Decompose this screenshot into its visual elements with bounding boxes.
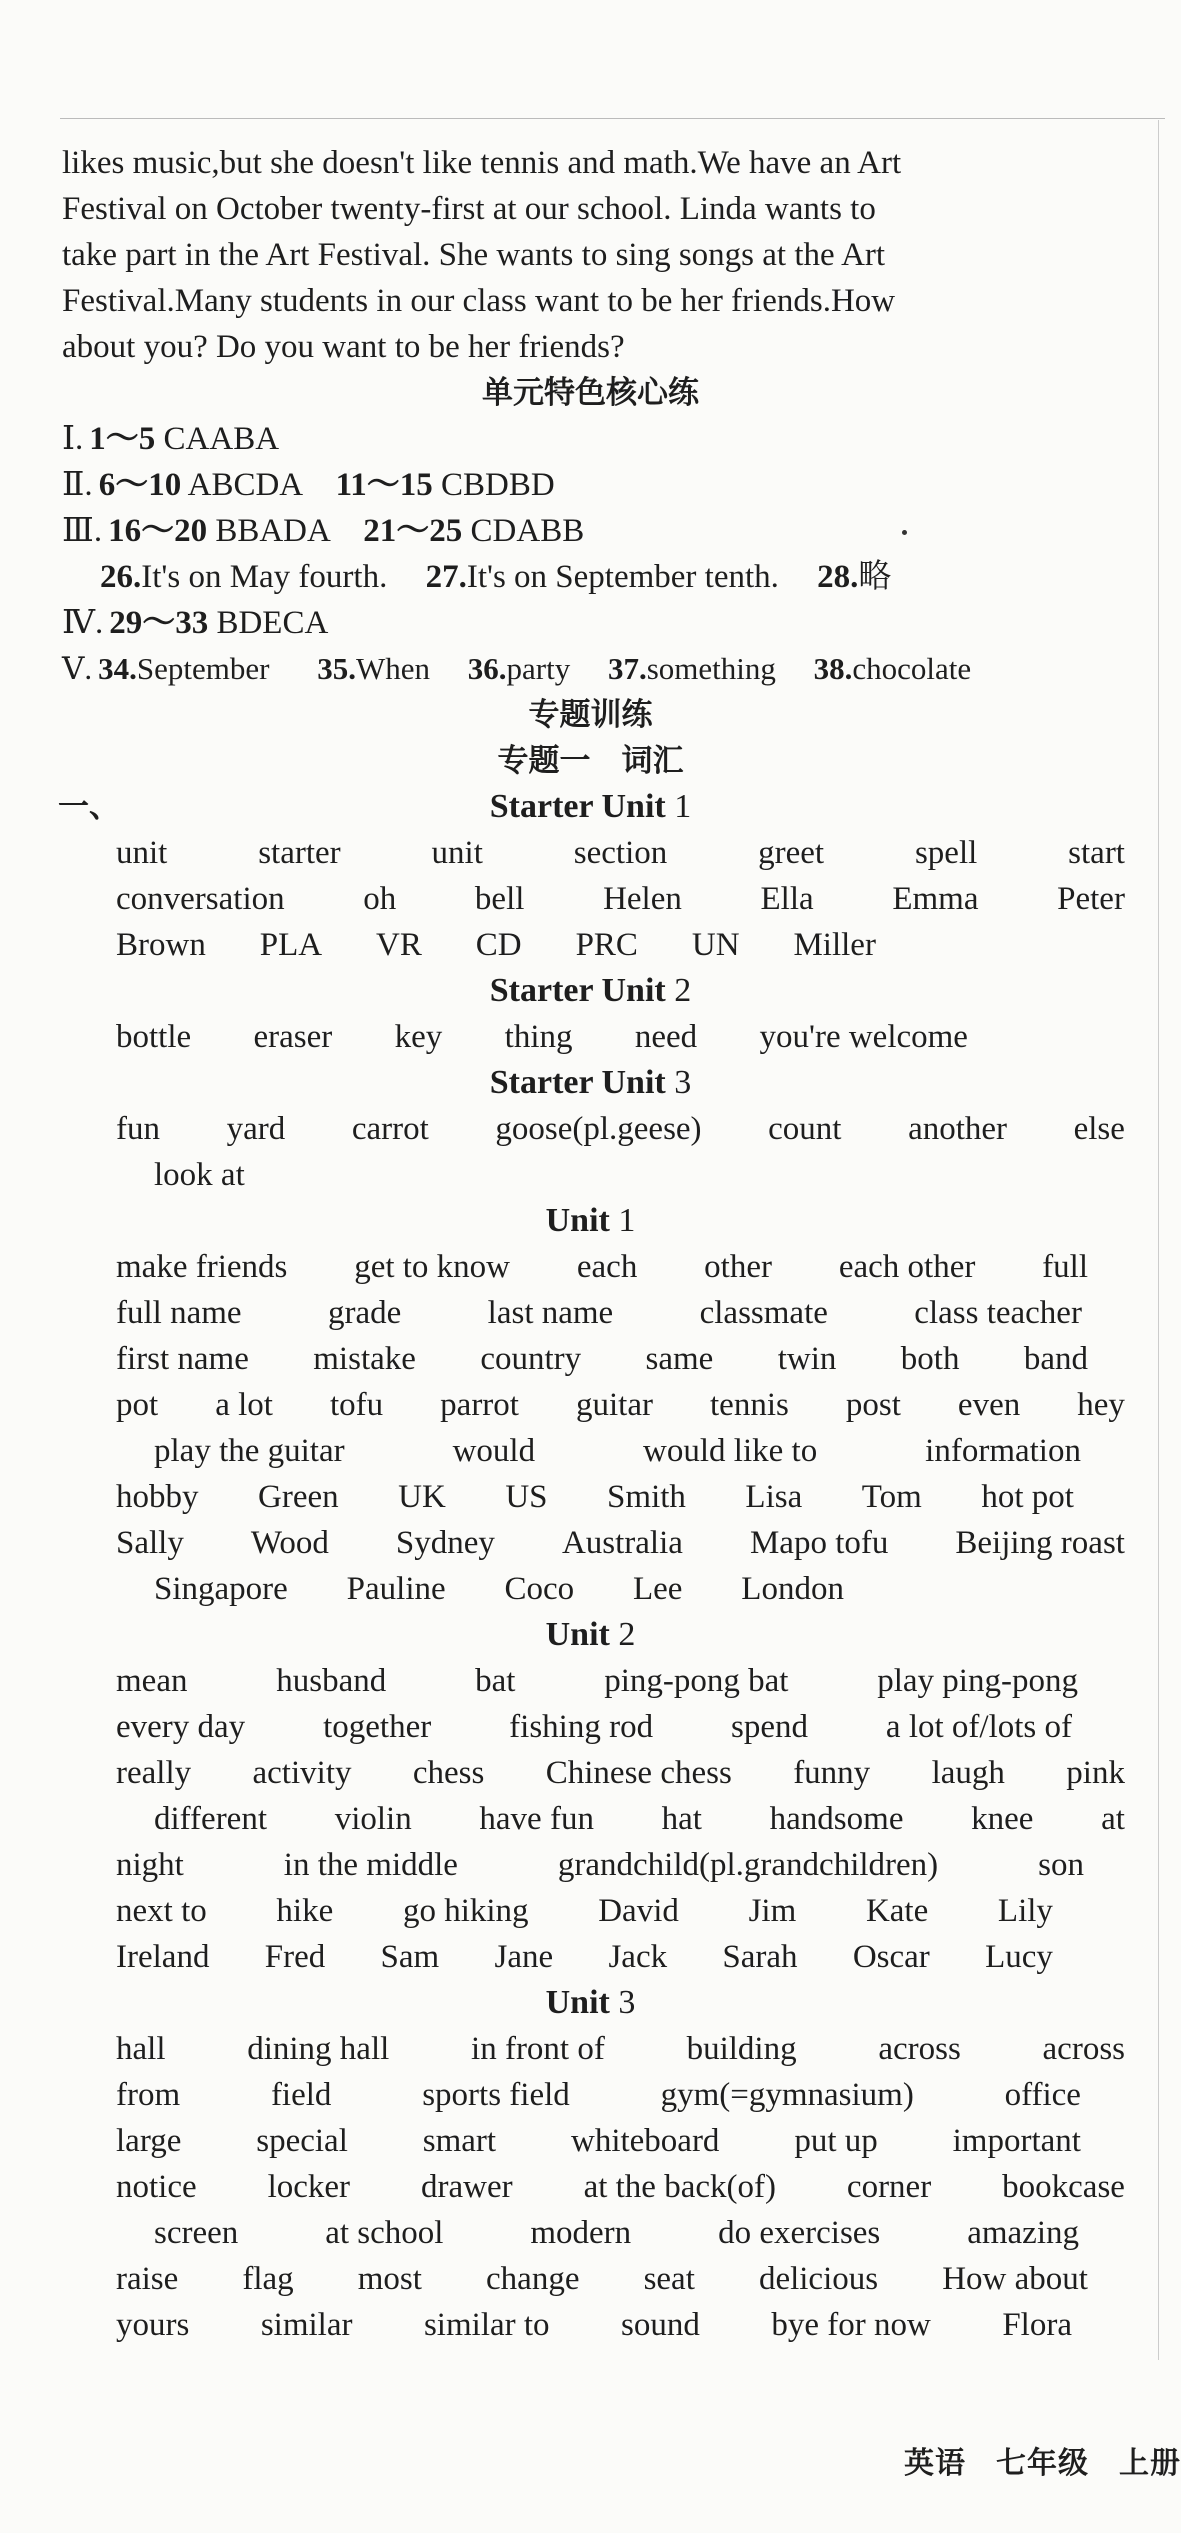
vocab-word: knee	[971, 1801, 1034, 1837]
vocab-word: band	[1023, 1341, 1088, 1377]
vocab-word: Sally	[116, 1525, 184, 1561]
answer-letters: CAABA	[163, 421, 280, 457]
vocab-word: chess	[412, 1755, 485, 1791]
question-number: 35.	[317, 651, 356, 686]
answer-word: something	[646, 651, 776, 686]
vocab-word: Chinese chess	[545, 1755, 732, 1791]
vocab-word: flag	[242, 2261, 294, 2297]
vocab-word: Jim	[748, 1893, 797, 1929]
vocab-word: Green	[258, 1479, 339, 1515]
vocab-word: a lot	[215, 1387, 273, 1423]
vocab-word: hot pot	[981, 1479, 1074, 1515]
vocab-word: count	[768, 1111, 842, 1147]
vocab-word: both	[900, 1341, 960, 1377]
vocab-word: Wood	[250, 1525, 329, 1561]
vocab-word: each	[576, 1249, 638, 1285]
vocab-word: at	[1101, 1801, 1125, 1837]
vocab-word: at the back(of)	[583, 2169, 776, 2205]
vocab-word: Smith	[607, 1479, 686, 1515]
vocab-word: tofu	[329, 1387, 384, 1423]
answer-word: When	[355, 651, 430, 686]
vocab-word: notice	[116, 2169, 197, 2205]
footer-grade: 七年级	[996, 2446, 1089, 2481]
question-number: 38.	[813, 651, 853, 686]
vocab-line	[116, 1106, 1125, 1152]
vocab-word: Beijing roast	[955, 1525, 1125, 1561]
vocab-line	[116, 1474, 1074, 1520]
vocab-word: really	[116, 1755, 192, 1791]
answer-word: September	[136, 651, 270, 686]
vocab-word: every day	[116, 1709, 246, 1745]
top-rule	[60, 118, 1165, 119]
unit-heading	[0, 1980, 1181, 2026]
vocab-word: together	[323, 1709, 432, 1745]
vocab-word: need	[634, 1019, 698, 1055]
stray-mark	[902, 530, 907, 535]
vocab-word: different	[154, 1801, 268, 1837]
vocab-word: hey	[1077, 1387, 1125, 1423]
vocab-word: starter	[258, 835, 341, 871]
vocab-line	[116, 1290, 1082, 1336]
vocab-word: special	[256, 2123, 348, 2159]
vocab-word: activity	[252, 1755, 352, 1791]
answer-word: party	[506, 651, 571, 686]
vocab-word: corner	[846, 2169, 932, 2205]
vocab-word: tennis	[710, 1387, 789, 1423]
vocab-word: oh	[363, 881, 397, 917]
vocab-word: grade	[327, 1295, 402, 1331]
vocab-word: first name	[116, 1341, 249, 1377]
vocab-word: Australia	[561, 1525, 683, 1561]
vocab-word: Fred	[264, 1939, 326, 1975]
unit-number: 3	[674, 1064, 692, 1101]
vocab-word: US	[505, 1479, 548, 1515]
vocab-word: in front of	[471, 2031, 605, 2067]
vocab-word: night	[116, 1847, 184, 1883]
vocab-line	[116, 1658, 1078, 1704]
vocab-word: Brown	[116, 927, 206, 963]
passage-line	[62, 278, 1125, 324]
vocab-word: Sam	[380, 1939, 440, 1975]
vocab-word: section	[573, 835, 668, 871]
question-range: 11～15	[335, 467, 433, 503]
vocab-word: mean	[116, 1663, 188, 1699]
answer-letters: BBADA	[215, 513, 330, 549]
vocab-word: same	[645, 1341, 714, 1377]
vocab-word: Helen	[603, 881, 682, 917]
vocab-word: London	[741, 1571, 844, 1607]
answer-row-IV	[62, 600, 1181, 646]
vocab-word: unit	[431, 835, 483, 871]
vocab-line	[154, 1152, 1181, 1198]
question-range: 6～10	[98, 467, 182, 503]
vocab-word: Jane	[494, 1939, 554, 1975]
vocab-word: goose(pl.geese)	[495, 1111, 702, 1147]
roman-numeral: Ⅰ.	[62, 421, 84, 457]
vocab-line	[116, 2164, 1125, 2210]
special-title: 专题训练	[528, 697, 653, 733]
unit-label: Unit	[545, 1984, 610, 2021]
vocab-word: raise	[116, 2261, 179, 2297]
vocab-word: bat	[475, 1663, 516, 1699]
vocab-word: thing	[504, 1019, 573, 1055]
passage-text: Festival.Many students in our class want to be her friends.How	[62, 283, 896, 319]
footer-subject: 英语	[904, 2446, 966, 2481]
question-range: 29～33	[109, 605, 209, 641]
vocab-word: large	[116, 2123, 182, 2159]
vocab-word: husband	[276, 1663, 387, 1699]
vocab-word: across	[878, 2031, 961, 2067]
answer-letters: BDECA	[216, 605, 329, 641]
vocab-word: grandchild(pl.grandchildren)	[557, 1847, 939, 1883]
vocab-word: similar to	[423, 2307, 550, 2343]
vocab-word: seat	[643, 2261, 695, 2297]
passage-line	[62, 232, 1125, 278]
vocab-word: Ireland	[116, 1939, 210, 1975]
unit-heading	[0, 1198, 1181, 1244]
vocab-word: Mapo tofu	[749, 1525, 889, 1561]
unit-label: Starter Unit	[489, 972, 666, 1009]
vocab-line	[116, 1336, 1088, 1382]
vocab-word: sports field	[422, 2077, 570, 2113]
passage-line	[62, 324, 1181, 370]
question-number: 37.	[607, 651, 647, 686]
passage-text: Festival on October twenty-first at our school. Linda wants to	[62, 191, 876, 227]
vocab-word: delicious	[758, 2261, 879, 2297]
vocab-word: Singapore	[154, 1571, 288, 1607]
roman-numeral: Ⅴ.	[62, 651, 93, 686]
vocab-word: yours	[116, 2307, 190, 2343]
roman-numeral: Ⅲ.	[62, 513, 103, 549]
passage-line	[62, 186, 1125, 232]
vocab-word: even	[957, 1387, 1021, 1423]
vocab-word: Sydney	[395, 1525, 495, 1561]
passage-line	[62, 140, 1125, 186]
vocab-word: hobby	[116, 1479, 199, 1515]
vocab-word: a lot of/lots of	[885, 1709, 1072, 1745]
vocab-word: class teacher	[914, 1295, 1082, 1331]
footer-volume: 上册	[1119, 2446, 1181, 2481]
answer-row-26-28	[100, 554, 1181, 600]
vocab-word: make friends	[116, 1249, 288, 1285]
vocab-word: ping-pong bat	[604, 1663, 789, 1699]
question-number: 26.	[100, 559, 142, 595]
vocab-word: drawer	[421, 2169, 513, 2205]
vocab-word: David	[598, 1893, 679, 1929]
vocab-word: field	[270, 2077, 332, 2113]
passage-text: take part in the Art Festival. She wants to sing songs at the Art	[62, 237, 886, 273]
vocab-word: spend	[731, 1709, 808, 1745]
vocab-word: full	[1042, 1249, 1088, 1285]
vocab-word: Sarah	[722, 1939, 798, 1975]
vocab-word: important	[952, 2123, 1081, 2159]
vocab-word: UK	[398, 1479, 446, 1515]
answer-text: It's on May fourth.	[141, 559, 388, 595]
vocab-word: else	[1073, 1111, 1125, 1147]
vocab-word: How about	[942, 2261, 1088, 2297]
vocab-line	[116, 1704, 1072, 1750]
vocab-word: Lee	[633, 1571, 683, 1607]
vocab-word: at school	[325, 2215, 444, 2251]
vocab-word: conversation	[116, 881, 285, 917]
vocab-word: Pauline	[346, 1571, 446, 1607]
vocab-word: twin	[777, 1341, 837, 1377]
vocab-word: classmate	[699, 1295, 828, 1331]
answer-row-V	[62, 646, 1181, 692]
vocab-line	[116, 2072, 1081, 2118]
content	[0, 140, 1181, 2348]
question-number: 28.	[817, 559, 859, 595]
vocab-word: hall	[116, 2031, 166, 2067]
vocab-word: smart	[422, 2123, 497, 2159]
unit-label: Starter Unit	[489, 1064, 666, 1101]
vocab-word: parrot	[440, 1387, 519, 1423]
vocab-word: similar	[260, 2307, 353, 2343]
unit-number: 3	[618, 1984, 636, 2021]
vocab-word: each other	[838, 1249, 976, 1285]
answer-letters: CBDBD	[441, 467, 555, 503]
unit-heading	[0, 968, 1181, 1014]
vocab-word: bell	[474, 881, 525, 917]
unit-heading	[0, 1612, 1181, 1658]
vocab-word: whiteboard	[570, 2123, 720, 2159]
vocab-word: amazing	[967, 2215, 1079, 2251]
vocab-word: Lisa	[745, 1479, 803, 1515]
vocab-word: key	[394, 1019, 443, 1055]
answer-text: 略	[858, 559, 892, 595]
vocab-word: Flora	[1002, 2307, 1072, 2343]
vocab-word: most	[357, 2261, 422, 2297]
vocab-word: last name	[487, 1295, 614, 1331]
vocab-word: CD	[475, 927, 522, 963]
answer-letters: CDABB	[470, 513, 585, 549]
answer-row-III	[62, 508, 1181, 554]
unit-number: 1	[618, 1202, 636, 1239]
vocab-word: laugh	[931, 1755, 1005, 1791]
vocab-line	[116, 1520, 1125, 1566]
vocab-word: would	[452, 1433, 536, 1469]
vocab-word: other	[704, 1249, 772, 1285]
answer-row-I	[62, 416, 1181, 462]
vocab-word: greet	[758, 835, 825, 871]
answer-word: chocolate	[852, 651, 972, 686]
vocab-word: dining hall	[247, 2031, 390, 2067]
vocab-line	[116, 1014, 968, 1060]
unit-heading	[0, 1060, 1181, 1106]
vocab-word: locker	[267, 2169, 351, 2205]
vocab-word: office	[1004, 2077, 1081, 2113]
vocab-word: do exercises	[718, 2215, 881, 2251]
vocab-word: building	[686, 2031, 797, 2067]
vocab-word: play ping-pong	[877, 1663, 1078, 1699]
vocab-word: violin	[334, 1801, 412, 1837]
unit-label: Unit	[545, 1616, 610, 1653]
vocab-line	[116, 2302, 1072, 2348]
vocab-word: VR	[376, 927, 422, 963]
unit-heading-row	[0, 784, 1181, 830]
question-number: 34.	[98, 651, 137, 686]
vocab-word: modern	[530, 2215, 632, 2251]
roman-numeral: Ⅱ.	[62, 467, 93, 503]
vocab-word: go hiking	[402, 1893, 529, 1929]
vocab-word: unit	[116, 835, 168, 871]
vocab-word: sound	[621, 2307, 700, 2343]
vocab-line	[154, 1428, 1081, 1474]
vocab-word: have fun	[479, 1801, 594, 1837]
vocab-line	[116, 830, 1125, 876]
vocab-word: Peter	[1057, 881, 1125, 917]
vocab-line	[116, 1750, 1125, 1796]
part-label: 一、	[58, 789, 120, 825]
vocab-word: across	[1042, 2031, 1125, 2067]
passage-text: about you? Do you want to be her friends?	[62, 329, 625, 365]
vocab-word: put up	[794, 2123, 878, 2159]
vocab-word: Jack	[608, 1939, 668, 1975]
vocab-word: play the guitar	[154, 1433, 345, 1469]
vocab-word: fun	[116, 1111, 160, 1147]
unit-number: 1	[674, 788, 692, 825]
vocab-word: screen	[154, 2215, 239, 2251]
vocab-word: mistake	[313, 1341, 416, 1377]
section-title: 单元特色核心练	[482, 375, 699, 411]
vocab-word: Lucy	[985, 1939, 1053, 1975]
question-range: 21～25	[363, 513, 463, 549]
vocab-word: start	[1068, 835, 1125, 871]
vocab-line	[116, 1842, 1084, 1888]
vocab-word: in the middle	[283, 1847, 458, 1883]
vocab-line	[116, 2256, 1088, 2302]
vocab-word: next to	[116, 1893, 207, 1929]
vocab-word: Lily	[997, 1893, 1053, 1929]
vocab-word: spell	[914, 835, 978, 871]
vocab-word: bookcase	[1002, 2169, 1125, 2205]
vocab-word: would like to	[643, 1433, 818, 1469]
vocab-word: Kate	[865, 1893, 929, 1929]
vocab-word: yard	[226, 1111, 286, 1147]
vocab-line	[116, 922, 876, 968]
unit-label: Starter Unit	[489, 788, 666, 825]
vocab-word: another	[908, 1111, 1008, 1147]
vocab-line	[116, 1934, 1053, 1980]
vocab-word: Coco	[504, 1571, 575, 1607]
vocab-line	[154, 1566, 844, 1612]
vocab-word: bye for now	[771, 2307, 931, 2343]
vocab-word: information	[925, 1433, 1081, 1469]
vocab-word: guitar	[576, 1387, 653, 1423]
vocab-line	[116, 1888, 1053, 1934]
vocab-word: PLA	[259, 927, 323, 963]
vocab-word: Oscar	[852, 1939, 930, 1975]
vocab-word: full name	[116, 1295, 242, 1331]
vocab-word: hat	[661, 1801, 702, 1837]
answer-text: It's on September tenth.	[466, 559, 779, 595]
vocab-line	[116, 2026, 1125, 2072]
vocab-word: carrot	[351, 1111, 429, 1147]
question-number: 36.	[467, 651, 507, 686]
topic-title: 专题一 词汇	[497, 743, 684, 779]
vocab-line	[154, 2210, 1079, 2256]
vocab-word: from	[116, 2077, 181, 2113]
vocab-word: post	[845, 1387, 901, 1423]
vocab-word: change	[486, 2261, 580, 2297]
vocab-word: Tom	[861, 1479, 922, 1515]
question-number: 27.	[425, 559, 467, 595]
vocab-word: look at	[154, 1157, 245, 1193]
vocab-line	[116, 876, 1125, 922]
vocab-word: pot	[116, 1387, 159, 1423]
vocab-word: you're welcome	[759, 1019, 968, 1055]
passage-text: likes music,but she doesn't like tennis and math.We have an Art	[62, 145, 902, 181]
vocab-line	[116, 1244, 1088, 1290]
unit-number: 2	[618, 1616, 636, 1653]
vocab-word: get to know	[354, 1249, 511, 1285]
unit-number: 2	[674, 972, 692, 1009]
vocab-word: Emma	[892, 881, 979, 917]
vocab-word: funny	[793, 1755, 871, 1791]
vocab-word: Miller	[793, 927, 876, 963]
vocab-word: fishing rod	[509, 1709, 654, 1745]
roman-numeral: Ⅳ.	[62, 605, 104, 641]
vocab-word: son	[1038, 1847, 1084, 1883]
unit-label: Unit	[545, 1202, 610, 1239]
vocab-word: gym(=gymnasium)	[660, 2077, 914, 2113]
vocab-word: country	[480, 1341, 582, 1377]
vocab-line	[154, 1796, 1125, 1842]
vocab-word: Ella	[760, 881, 814, 917]
vocab-word: bottle	[116, 1019, 192, 1055]
footer	[874, 2438, 1181, 2482]
vocab-line	[116, 1382, 1125, 1428]
question-range: 1～5	[89, 421, 156, 457]
vocab-word: UN	[691, 927, 740, 963]
vocab-word: pink	[1066, 1755, 1125, 1791]
vocab-word: hike	[276, 1893, 334, 1929]
answer-row-II	[62, 462, 1181, 508]
vocab-line	[116, 2118, 1081, 2164]
answer-letters: ABCDA	[187, 467, 302, 503]
vocab-word: handsome	[769, 1801, 904, 1837]
vocab-word: eraser	[253, 1019, 333, 1055]
question-range: 16～20	[108, 513, 208, 549]
vocab-word: PRC	[575, 927, 638, 963]
